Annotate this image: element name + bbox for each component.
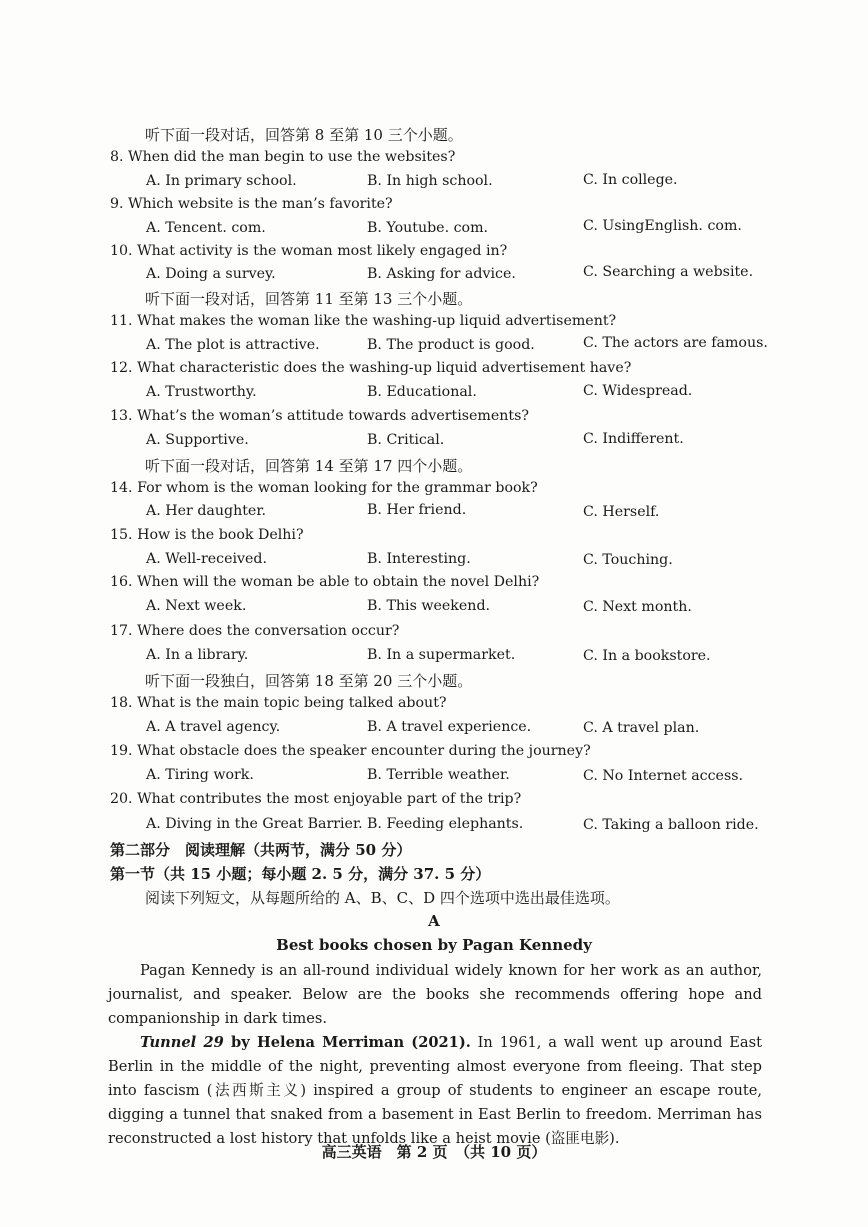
book-description: In 1961, a wall went up around East Berlin in the middle of the night, preventing almost everyone from fleeing. That step into fascism (法西斯主义) inspired a group of students to engineer an escape route, digging a tunnel that snaked from a basement in East Berlin to freedom. Merriman has reconstructed a lost history that unfolds like a heist movie (盗匪电影). [108,1034,762,1147]
book-entry [108,1031,762,1151]
question-stem: 16. When will the woman be able to obtain the novel Delhi? [110,574,540,590]
option-a: A. Diving in the Great Barrier. [146,816,363,832]
option-a: A. In primary school. [146,173,297,189]
option-a: A. Her daughter. [146,503,267,519]
option-b: B. Interesting. [367,551,471,567]
option-c: C. The actors are famous. [583,335,768,351]
option-a: A. Doing a survey. [146,266,276,282]
passage-letter: A [428,912,440,930]
option-b: B. In a supermarket. [367,647,516,663]
book-author: by Helena Merriman (2021). [223,1034,471,1051]
option-b: B. Feeding elephants. [367,816,524,832]
listening-instruction: 听下面一段对话，回答第 11 至第 13 三个小题。 [145,290,473,308]
option-a: A. The plot is attractive. [146,337,320,353]
option-a: A. Tencent. com. [146,220,266,236]
option-c: C. No Internet access. [583,768,744,784]
option-a: A. Tiring work. [146,767,254,783]
question-stem: 19. What obstacle does the speaker encounter during the journey? [110,743,591,759]
option-b: B. The product is good. [367,337,535,353]
option-b: B. This weekend. [367,598,491,614]
option-c: C. Indifferent. [583,431,684,447]
question-stem: 20. What contributes the most enjoyable part of the trip? [110,791,522,807]
option-a: A. Supportive. [146,432,249,448]
page-footer: 高三英语 第 2 页 （共 10 页） [321,1143,547,1161]
question-stem: 8. When did the man begin to use the websites? [110,149,456,165]
question-stem: 14. For whom is the woman looking for the grammar book? [110,480,538,496]
question-stem: 12. What characteristic does the washing-up liquid advertisement have? [110,360,632,376]
part-two-heading: 第二部分 阅读理解（共两节，满分 50 分） [110,841,412,859]
option-c: C. Widespread. [583,383,693,399]
option-b: B. A travel experience. [367,719,532,735]
option-a: A. Well-received. [146,551,268,567]
option-b: B. Her friend. [367,502,467,518]
question-stem: 17. Where does the conversation occur? [110,623,400,639]
option-a: A. In a library. [146,647,249,663]
question-stem: 15. How is the book Delhi? [110,527,304,543]
question-stem: 13. What’s the woman’s attitude towards advertisements? [110,408,529,424]
option-a: A. Next week. [146,598,247,614]
listening-instruction: 听下面一段独白，回答第 18 至第 20 三个小题。 [145,672,473,690]
option-b: B. In high school. [367,173,493,189]
passage-intro: Pagan Kennedy is an all-round individual widely known for her work as an author, journalist, and speaker. Below are the books she recommends offering hope and companionship in dark times. [108,962,762,1027]
option-c: C. UsingEnglish. com. [583,218,742,234]
option-c: C. Searching a website. [583,264,754,280]
option-c: C. In a bookstore. [583,648,711,664]
option-b: B. Youtube. com. [367,220,489,236]
reading-instruction: 阅读下列短文，从每题所给的 A、B、C、D 四个选项中选出最佳选项。 [145,889,620,907]
option-a: A. Trustworthy. [146,384,257,400]
listening-instruction: 听下面一段对话，回答第 8 至第 10 三个小题。 [145,126,463,144]
option-a: A. A travel agency. [146,719,281,735]
question-stem: 10. What activity is the woman most likely engaged in? [110,243,508,259]
option-c: C. A travel plan. [583,720,700,736]
option-c: C. Taking a balloon ride. [583,817,759,833]
listening-instruction: 听下面一段对话，回答第 14 至第 17 四个小题。 [145,457,473,475]
option-b: B. Critical. [367,432,445,448]
option-c: C. Next month. [583,599,692,615]
option-c: C. Herself. [583,504,660,520]
question-stem: 18. What is the main topic being talked about? [110,695,447,711]
option-b: B. Terrible weather. [367,767,510,783]
passage-body [108,959,762,1151]
question-stem: 11. What makes the woman like the washing-up liquid advertisement? [110,313,617,329]
question-stem: 9. Which website is the man’s favorite? [110,196,393,212]
option-b: B. Asking for advice. [367,266,516,282]
option-b: B. Educational. [367,384,477,400]
section-one-heading: 第一节（共 15 小题；每小题 2. 5 分，满分 37. 5 分） [110,865,491,883]
book-title: Tunnel 29 [140,1034,224,1051]
passage-title: Best books chosen by Pagan Kennedy [276,936,592,954]
option-c: C. Touching. [583,552,673,568]
option-c: C. In college. [583,172,678,188]
